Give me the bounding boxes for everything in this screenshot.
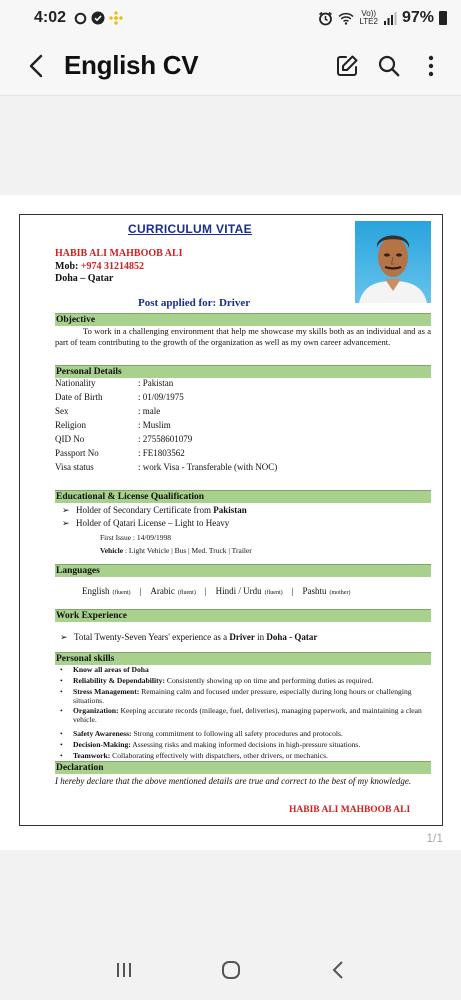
objective-text: To work in a challenging environment that help me showcase my skills both as an individual and as a part of team contributing to the growth of the organization as well as my own career advancement. [55,326,431,347]
skill-item [60,687,440,705]
skill-text [73,740,440,749]
skill-title: Reliability & Dependability: [73,676,165,685]
skill-title: Know all areas of Doha [73,665,149,674]
skill-text [73,676,440,685]
vehicle-value: : Light Vehicle | Bus | Med. Truck | Trailer [123,546,252,555]
personal-detail-value: : 27558601079 [138,434,193,444]
language-name: English [82,586,110,596]
bullet-icon: • [60,665,63,674]
location: Doha – Qatar [55,273,114,284]
skill-description: Consistently showing up on time and performing duties as required. [164,676,374,685]
edit-icon [335,54,359,78]
language-name: Pashtu [302,586,327,596]
work-experience-item [60,632,317,643]
post-applied: Post applied for: Driver [138,297,251,309]
bullet-icon: • [60,740,63,749]
personal-detail-value: : Pakistan [138,378,174,388]
personal-details-header: Personal Details [55,365,431,378]
skill-title: Teamwork: [73,751,111,760]
candidate-name: HABIB ALI MAHBOOB ALI [55,248,183,259]
skill-text [73,729,440,738]
app-bar [0,36,461,96]
skill-item [60,740,440,749]
languages-header: Languages [55,564,431,577]
bullet-icon: • [60,676,63,685]
back-nav-button[interactable] [318,950,358,990]
signature-name: HABIB ALI MAHBOOB ALI [289,805,411,815]
mobile-label: Mob: [55,261,81,272]
skill-title: Organization: [73,706,119,715]
arrow-bullet-icon: ➢ [62,518,70,528]
skill-item [60,706,440,724]
navigation-bar [0,940,461,1000]
page-title: English CV [64,50,199,80]
binance-icon [109,11,123,25]
search-button[interactable] [373,50,405,82]
skill-item [60,676,440,685]
skill-item [60,665,440,674]
languages-list [82,586,350,596]
status-bar [0,0,461,36]
language-level: (mother) [329,590,351,596]
skill-title: Safety Awareness: [73,729,132,738]
more-options-button[interactable] [415,50,447,82]
personal-detail-row [55,462,277,472]
education-header: Educational & License Qualification [55,490,431,503]
signal-icon [383,12,397,25]
personal-detail-label: Nationality [55,378,96,388]
language-level: (fluent) [264,590,283,596]
declaration-text: I hereby declare that the above mentioned details are true and correct to the best of my knowledge. [55,776,412,786]
document-page[interactable] [19,214,443,826]
objective-header: Objective [55,313,431,326]
education-item-2 [62,518,229,529]
lte-label: LTE2 [359,17,378,26]
home-icon [221,960,241,980]
personal-detail-row [55,420,171,430]
skill-text [73,687,440,705]
skill-description: Keeping accurate records (mileage, fuel, deliveries), managing paperwork, and maintaining a clean vehicle. [73,706,422,724]
profile-photo [355,221,431,303]
personal-detail-label: Religion [55,420,86,430]
skill-text [73,751,440,760]
personal-detail-value: : FE1803562 [138,448,185,458]
bullet-icon: • [60,706,63,715]
recent-apps-icon [115,961,133,979]
vehicle-line [100,546,252,555]
bullet-icon: • [60,687,63,696]
education-item-1 [62,505,247,516]
toolbar-actions [331,50,447,82]
search-icon [378,55,400,77]
arrow-bullet-icon: ➢ [62,505,70,515]
skill-title: Decision-Making: [73,740,131,749]
declaration-header: Declaration [55,761,431,774]
edu2-text: Holder of Qatari License – Light to Heavy [76,518,230,528]
personal-detail-value: : 01/09/1975 [138,392,184,402]
work-location: Doha - Qatar [266,632,318,642]
alarm-icon [318,11,333,26]
work-text: Total Twenty-Seven Years' experience as a [74,632,230,642]
language-level: (fluent) [177,590,196,596]
edit-button[interactable] [331,50,363,82]
volte-label: Vo)) [361,9,377,18]
skill-item [60,751,440,760]
battery-percent: 97% [401,9,434,26]
mobile-line [55,261,144,272]
language-separator: | [291,586,294,596]
personal-detail-row [55,392,184,402]
bullet-icon: • [60,751,63,760]
home-button[interactable] [211,950,251,990]
status-right [318,9,447,27]
personal-detail-label: QID No [55,434,85,444]
work-experience-header: Work Experience [55,609,431,622]
personal-detail-value: : Muslim [138,420,171,430]
status-time: 4:02 [34,9,67,26]
back-button[interactable] [16,46,56,86]
edu1-text: Holder of Secondary Certificate from [76,505,214,515]
language-separator: | [139,586,142,596]
work-in: in [254,632,267,642]
edu1-country: Pakistan [213,505,247,515]
language-name: Arabic [150,586,175,596]
back-icon [332,961,344,979]
wifi-icon [338,12,354,25]
language-name: Hindi / Urdu [215,586,262,596]
skill-text [73,706,440,724]
check-circle-icon [91,11,105,25]
more-vertical-icon [428,55,434,77]
personal-detail-value: : male [138,406,161,416]
personal-detail-value: : work Visa - Transferable (with NOC) [138,462,278,472]
first-issue: First Issue : 14/09/1998 [100,533,172,542]
personal-detail-label: Date of Birth [55,392,103,402]
recent-apps-button[interactable] [104,950,144,990]
skill-text [73,665,440,674]
page-counter: 1/1 [426,831,443,845]
personal-detail-row [55,406,160,416]
work-role: Driver [229,632,255,642]
vehicle-label: Vehicle [100,546,124,555]
skill-description: Strong commitment to following all safety procedures and protocols. [131,729,343,738]
skill-description: Remaining calm and focused under pressure, especially during long hours or challenging situations. [73,687,412,705]
language-separator: | [204,586,207,596]
chevron-left-icon [29,54,43,78]
personal-skills-header: Personal skills [55,652,431,665]
language-level: (fluent) [112,590,131,596]
circle-notification-icon [74,12,87,25]
bullet-icon: • [60,729,63,738]
personal-detail-label: Visa status [55,462,94,472]
personal-detail-row [55,448,185,458]
mobile-number: +974 31214852 [80,261,145,272]
network-label [359,10,378,26]
skill-title: Stress Management: [73,687,140,696]
battery-icon [439,11,447,25]
arrow-bullet-icon: ➢ [60,632,68,642]
cv-title: CURRICULUM VITAE [128,222,252,236]
notification-icons [74,11,123,25]
skill-description: Collaborating effectively with dispatchers, other drivers, or mechanics. [110,751,328,760]
skill-item [60,729,440,738]
document-viewer[interactable] [0,195,461,850]
personal-detail-label: Sex [55,406,69,416]
personal-detail-row [55,434,192,444]
personal-detail-row [55,378,173,388]
skill-description: Assessing risks and making informed decisions in high-pressure situations. [130,740,361,749]
personal-detail-label: Passport No [55,448,99,458]
